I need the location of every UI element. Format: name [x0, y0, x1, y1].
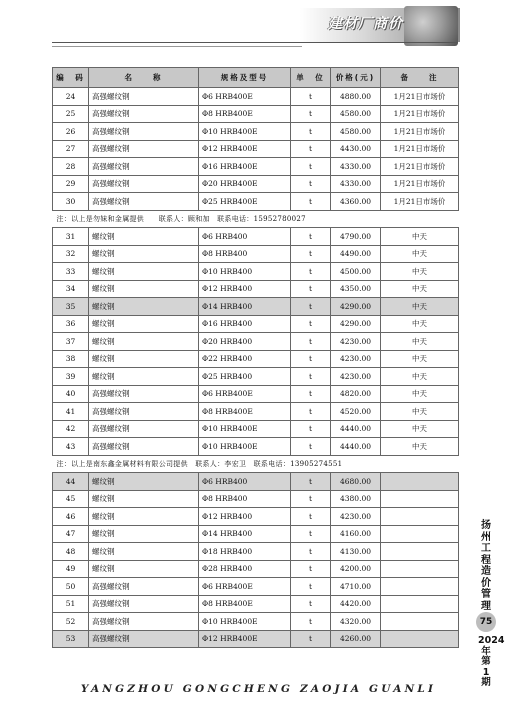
cell-unit: t [291, 333, 331, 351]
cell-name: 螺纹钢 [89, 508, 199, 526]
table-note-row [53, 210, 459, 228]
cell-code: 48 [53, 543, 89, 561]
cell-note [381, 630, 459, 648]
cell-unit: t [291, 403, 331, 421]
cell-unit: t [291, 263, 331, 281]
cell-note: 1月21日市场价 [381, 105, 459, 123]
cell-name: 螺纹钢 [89, 368, 199, 386]
cell-unit: t [291, 105, 331, 123]
cell-code: 51 [53, 595, 89, 613]
cell-spec: Φ25 HRB400E [199, 193, 291, 211]
cell-unit: t [291, 88, 331, 106]
cell-unit: t [291, 438, 331, 456]
cell-name: 螺纹钢 [89, 228, 199, 246]
table-row [53, 490, 459, 508]
cell-spec: Φ16 HRB400 [199, 315, 291, 333]
cell-unit: t [291, 315, 331, 333]
cell-code: 46 [53, 508, 89, 526]
cell-note: 1月21日市场价 [381, 123, 459, 141]
table-row [53, 280, 459, 298]
cell-price: 4290.00 [331, 298, 381, 316]
cell-code: 36 [53, 315, 89, 333]
cell-code: 47 [53, 525, 89, 543]
table-row [53, 420, 459, 438]
table-row [53, 438, 459, 456]
cell-name: 高强螺纹钢 [89, 88, 199, 106]
cell-spec: Φ12 HRB400E [199, 140, 291, 158]
table-body [53, 88, 459, 648]
cell-name: 螺纹钢 [89, 263, 199, 281]
price-table [52, 67, 459, 648]
cell-spec: Φ8 HRB400 [199, 245, 291, 263]
cell-price: 4330.00 [331, 175, 381, 193]
cell-note: 中天 [381, 298, 459, 316]
cell-name: 高强螺纹钢 [89, 193, 199, 211]
table-row [53, 578, 459, 596]
cell-unit: t [291, 473, 331, 491]
cell-price: 4440.00 [331, 438, 381, 456]
cell-price: 4490.00 [331, 245, 381, 263]
header-rule [52, 42, 458, 43]
cell-spec: Φ16 HRB400E [199, 158, 291, 176]
cell-code: 37 [53, 333, 89, 351]
cell-unit: t [291, 175, 331, 193]
cell-spec: Φ10 HRB400E [199, 123, 291, 141]
page-number: 75 [476, 612, 496, 632]
cell-price: 4680.00 [331, 473, 381, 491]
cell-note: 中天 [381, 420, 459, 438]
cell-unit: t [291, 350, 331, 368]
cell-name: 高强螺纹钢 [89, 105, 199, 123]
cell-note [381, 560, 459, 578]
cell-spec: Φ6 HRB400 [199, 473, 291, 491]
cell-note: 1月21日市场价 [381, 158, 459, 176]
cell-name: 高强螺纹钢 [89, 123, 199, 141]
table-row [53, 263, 459, 281]
cell-price: 4160.00 [331, 525, 381, 543]
cell-unit: t [291, 193, 331, 211]
cell-spec: Φ8 HRB400E [199, 403, 291, 421]
cell-spec: Φ25 HRB400 [199, 368, 291, 386]
cell-name: 高强螺纹钢 [89, 140, 199, 158]
cell-unit: t [291, 140, 331, 158]
cell-spec: Φ12 HRB400 [199, 280, 291, 298]
cell-code: 53 [53, 630, 89, 648]
cell-price: 4500.00 [331, 263, 381, 281]
cell-spec: Φ14 HRB400 [199, 525, 291, 543]
cell-spec: Φ12 HRB400E [199, 630, 291, 648]
table-row [53, 193, 459, 211]
cell-note: 中天 [381, 228, 459, 246]
footer-journal-pinyin: YANGZHOU GONGCHENG ZAOJIA GUANLI [80, 683, 437, 695]
cell-name: 螺纹钢 [89, 315, 199, 333]
cell-code: 30 [53, 193, 89, 211]
cell-unit: t [291, 123, 331, 141]
cell-name: 螺纹钢 [89, 560, 199, 578]
cell-spec: Φ10 HRB400E [199, 420, 291, 438]
cell-price: 4330.00 [331, 158, 381, 176]
cell-price: 4260.00 [331, 630, 381, 648]
cell-price: 4520.00 [331, 403, 381, 421]
cell-name: 螺纹钢 [89, 333, 199, 351]
table-row [53, 403, 459, 421]
cell-name: 高强螺纹钢 [89, 630, 199, 648]
table-row [53, 228, 459, 246]
cell-spec: Φ20 HRB400E [199, 175, 291, 193]
cell-unit: t [291, 420, 331, 438]
cell-spec: Φ8 HRB400E [199, 595, 291, 613]
cell-code: 27 [53, 140, 89, 158]
table-row [53, 88, 459, 106]
cell-price: 4580.00 [331, 123, 381, 141]
table-row [53, 140, 459, 158]
cell-spec: Φ8 HRB400E [199, 105, 291, 123]
cell-note [381, 525, 459, 543]
table-row [53, 175, 459, 193]
cell-name: 高强螺纹钢 [89, 385, 199, 403]
cell-code: 25 [53, 105, 89, 123]
cell-name: 高强螺纹钢 [89, 578, 199, 596]
cell-unit: t [291, 298, 331, 316]
cell-name: 螺纹钢 [89, 490, 199, 508]
cell-price: 4230.00 [331, 368, 381, 386]
cell-unit: t [291, 578, 331, 596]
cell-name: 高强螺纹钢 [89, 595, 199, 613]
cell-unit: t [291, 560, 331, 578]
cell-unit: t [291, 630, 331, 648]
cell-name: 高强螺纹钢 [89, 158, 199, 176]
cell-name: 螺纹钢 [89, 280, 199, 298]
cell-spec: Φ18 HRB400 [199, 543, 291, 561]
cell-name: 螺纹钢 [89, 473, 199, 491]
cell-spec: Φ10 HRB400 [199, 263, 291, 281]
cell-name: 高强螺纹钢 [89, 438, 199, 456]
supplier-note: 注：以上是勿妹和金属提供 联系人：顾和加 联系电话：15952780027 [53, 210, 459, 228]
cell-note: 1月21日市场价 [381, 193, 459, 211]
cell-unit: t [291, 525, 331, 543]
cell-spec: Φ22 HRB400 [199, 350, 291, 368]
cell-unit: t [291, 543, 331, 561]
cell-code: 44 [53, 473, 89, 491]
cell-code: 43 [53, 438, 89, 456]
cell-unit: t [291, 385, 331, 403]
cell-price: 4290.00 [331, 315, 381, 333]
cell-spec: Φ6 HRB400E [199, 578, 291, 596]
cell-code: 32 [53, 245, 89, 263]
cell-spec: Φ6 HRB400E [199, 385, 291, 403]
cell-name: 高强螺纹钢 [89, 420, 199, 438]
cell-note: 中天 [381, 403, 459, 421]
cell-code: 33 [53, 263, 89, 281]
cell-spec: Φ10 HRB400E [199, 613, 291, 631]
cell-code: 45 [53, 490, 89, 508]
table-row [53, 613, 459, 631]
table-row [53, 385, 459, 403]
cell-note: 中天 [381, 385, 459, 403]
cell-spec: Φ10 HRB400E [199, 438, 291, 456]
cell-price: 4230.00 [331, 333, 381, 351]
cell-name: 螺纹钢 [89, 543, 199, 561]
cell-unit: t [291, 508, 331, 526]
cell-code: 40 [53, 385, 89, 403]
cell-note: 中天 [381, 333, 459, 351]
cell-price: 4710.00 [331, 578, 381, 596]
cell-note: 1月21日市场价 [381, 175, 459, 193]
table-row [53, 123, 459, 141]
cell-code: 34 [53, 280, 89, 298]
cell-unit: t [291, 595, 331, 613]
table-row [53, 473, 459, 491]
table-row [53, 508, 459, 526]
cell-code: 38 [53, 350, 89, 368]
cell-price: 4360.00 [331, 193, 381, 211]
cell-name: 高强螺纹钢 [89, 175, 199, 193]
cell-price: 4430.00 [331, 140, 381, 158]
cell-name: 螺纹钢 [89, 525, 199, 543]
cell-price: 4230.00 [331, 350, 381, 368]
cell-code: 26 [53, 123, 89, 141]
cell-price: 4440.00 [331, 420, 381, 438]
cell-note: 中天 [381, 368, 459, 386]
table-row [53, 525, 459, 543]
cell-note: 中天 [381, 315, 459, 333]
col-header-price: 价格(元) [331, 68, 381, 88]
cell-unit: t [291, 245, 331, 263]
cell-note [381, 543, 459, 561]
cell-note [381, 508, 459, 526]
table-note-row [53, 455, 459, 473]
cell-unit: t [291, 368, 331, 386]
header-pen-hand-image [404, 6, 458, 46]
col-header-code: 编 码 [53, 68, 89, 88]
cell-price: 4580.00 [331, 105, 381, 123]
col-header-name: 名 称 [89, 68, 199, 88]
cell-code: 41 [53, 403, 89, 421]
cell-note [381, 613, 459, 631]
issue-label: 2024年第1期 [478, 635, 505, 688]
cell-note: 1月21日市场价 [381, 140, 459, 158]
cell-note [381, 578, 459, 596]
cell-unit: t [291, 158, 331, 176]
cell-code: 28 [53, 158, 89, 176]
cell-price: 4350.00 [331, 280, 381, 298]
table-row [53, 315, 459, 333]
col-header-spec: 规格及型号 [199, 68, 291, 88]
cell-note [381, 490, 459, 508]
cell-code: 42 [53, 420, 89, 438]
cell-name: 螺纹钢 [89, 245, 199, 263]
cell-note: 中天 [381, 245, 459, 263]
cell-code: 29 [53, 175, 89, 193]
table-row [53, 298, 459, 316]
cell-unit: t [291, 490, 331, 508]
cell-unit: t [291, 280, 331, 298]
cell-note: 中天 [381, 263, 459, 281]
supplier-note: 注：以上是南东鑫金属材料有限公司提供 联系人：李宏卫 联系电话：13905274551 [53, 455, 459, 473]
cell-price: 4320.00 [331, 613, 381, 631]
cell-name: 高强螺纹钢 [89, 613, 199, 631]
cell-price: 4200.00 [331, 560, 381, 578]
table-row [53, 158, 459, 176]
cell-unit: t [291, 228, 331, 246]
cell-name: 螺纹钢 [89, 350, 199, 368]
cell-price: 4880.00 [331, 88, 381, 106]
cell-code: 35 [53, 298, 89, 316]
table-header-row [53, 68, 459, 88]
cell-code: 24 [53, 88, 89, 106]
cell-note [381, 595, 459, 613]
journal-title-vertical: 扬州工程造价管理 [481, 520, 491, 612]
cell-price: 4820.00 [331, 385, 381, 403]
cell-code: 49 [53, 560, 89, 578]
cell-spec: Φ28 HRB400 [199, 560, 291, 578]
cell-code: 52 [53, 613, 89, 631]
table-row [53, 368, 459, 386]
header-rule-thin [52, 46, 302, 47]
cell-spec: Φ20 HRB400 [199, 333, 291, 351]
col-header-unit: 单 位 [291, 68, 331, 88]
table-row [53, 105, 459, 123]
cell-name: 高强螺纹钢 [89, 403, 199, 421]
table-row [53, 560, 459, 578]
cell-price: 4420.00 [331, 595, 381, 613]
table-row [53, 350, 459, 368]
cell-price: 4230.00 [331, 508, 381, 526]
cell-price: 4130.00 [331, 543, 381, 561]
cell-spec: Φ12 HRB400 [199, 508, 291, 526]
cell-note: 中天 [381, 350, 459, 368]
cell-note: 中天 [381, 438, 459, 456]
cell-spec: Φ6 HRB400 [199, 228, 291, 246]
cell-code: 31 [53, 228, 89, 246]
cell-note: 1月21日市场价 [381, 88, 459, 106]
cell-spec: Φ8 HRB400 [199, 490, 291, 508]
cell-unit: t [291, 613, 331, 631]
cell-spec: Φ6 HRB400E [199, 88, 291, 106]
cell-code: 50 [53, 578, 89, 596]
cell-name: 螺纹钢 [89, 298, 199, 316]
section-title: 建材厂商价 [328, 16, 403, 32]
col-header-note: 备 注 [381, 68, 459, 88]
cell-spec: Φ14 HRB400 [199, 298, 291, 316]
table-row [53, 595, 459, 613]
table-row [53, 543, 459, 561]
table-row [53, 333, 459, 351]
cell-note [381, 473, 459, 491]
cell-price: 4790.00 [331, 228, 381, 246]
table-row [53, 630, 459, 648]
cell-note: 中天 [381, 280, 459, 298]
cell-price: 4380.00 [331, 490, 381, 508]
cell-code: 39 [53, 368, 89, 386]
table-row [53, 245, 459, 263]
